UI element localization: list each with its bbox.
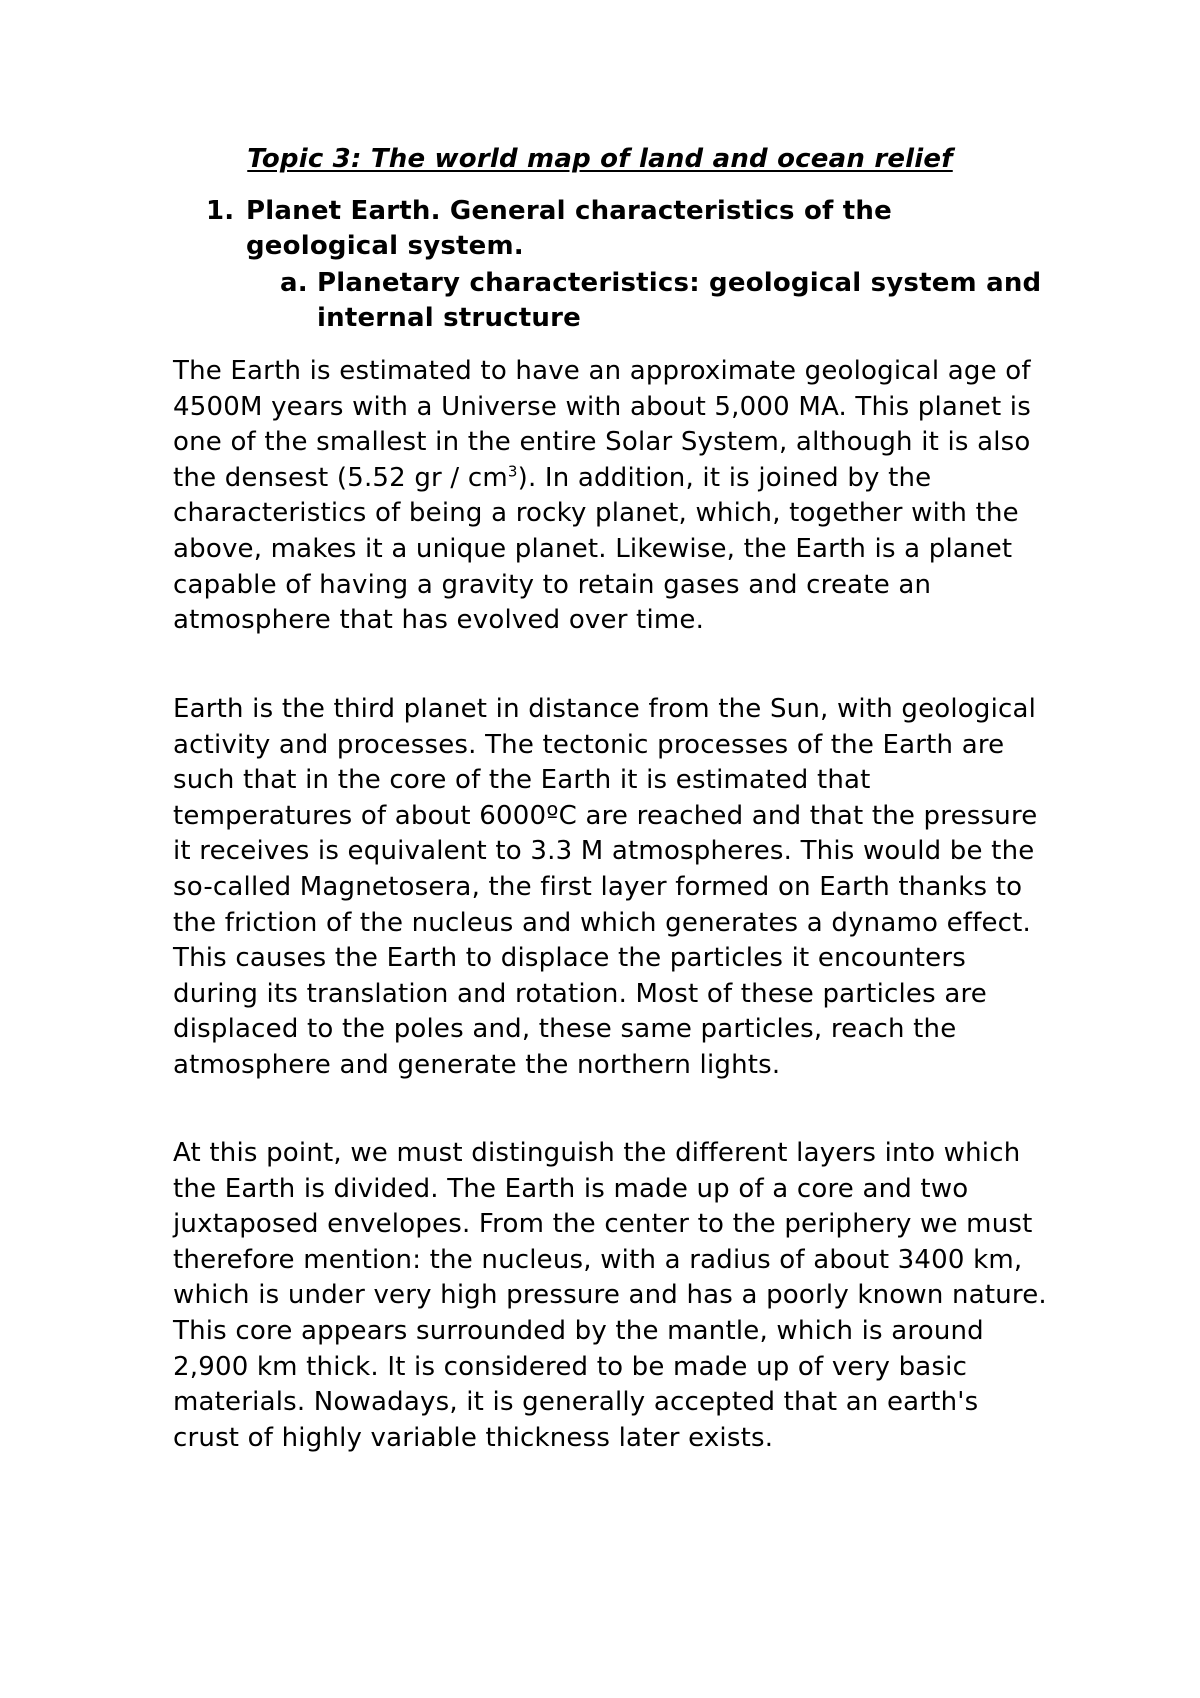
subsection-heading-text: Planetary characteristics: geological system and internal structure	[317, 268, 1042, 333]
paragraph-1-text-b: ). In addition, it is joined by the characteristics of being a rocky planet, which, together with the above, makes it a unique planet. Likewise, the Earth is a planet capable of having a gravity to retain gases and create an atmosphere that has evolved over time.	[173, 462, 1019, 636]
paragraph-1-text-a: The Earth is estimated to have an approximate geological age of 4500M years with a Universe with about 5,000 MA. This planet is one of the smallest in the entire Solar System, although it is also the densest (5.52 gr / cm	[173, 356, 1031, 493]
section-heading	[206, 194, 1046, 264]
section-heading-text: Planet Earth. General characteristics of the geological system.	[246, 196, 892, 261]
superscript-3: 3	[507, 462, 518, 481]
paragraph-3: At this point, we must distinguish the different layers into which the Earth is divided. The Earth is made up of a core and two juxtaposed envelopes. From the center to the periphery we must therefore mention: the nucleus, with a radius of about 3400 km, which is under very high pressure and has a poorly known nature. This core appears surrounded by the mantle, which is around 2,900 km thick. It is considered to be made up of very basic materials. Nowadays, it is generally accepted that an earth's crust of highly variable thickness later exists.	[173, 1138, 1047, 1453]
subsection-letter: a.	[280, 268, 308, 298]
document-title: Topic 3: The world map of land and ocean relief	[247, 144, 953, 174]
subsection-heading	[280, 266, 1097, 336]
paragraph-1	[173, 354, 1053, 639]
paragraph-2: Earth is the third planet in distance from the Sun, with geological activity and processes. The tectonic processes of the Earth are such that in the core of the Earth it is estimated that temperatures of about 6000ºC are reached and that the pressure it receives is equivalent to 3.3 M atmospheres. This would be the so-called Magnetosera, the first layer formed on Earth thanks to the friction of the nucleus and which generates a dynamo effect. This causes the Earth to displace the particles it encounters during its translation and rotation. Most of these particles are displaced to the poles and, these same particles, reach the atmosphere and generate the northern lights.	[173, 694, 1038, 1080]
section-number: 1.	[206, 196, 235, 226]
